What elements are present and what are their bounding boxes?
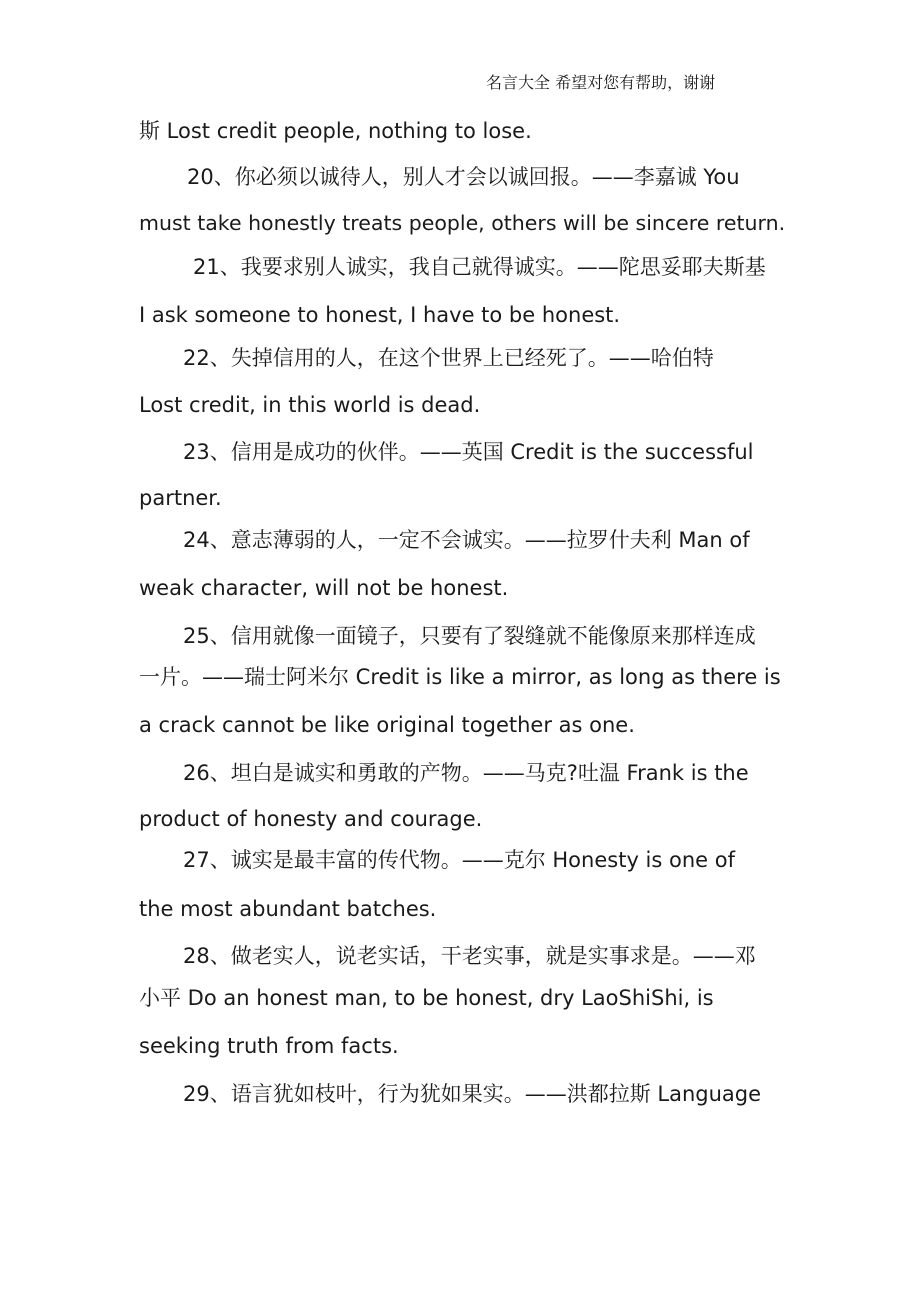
text-line: 24、意志薄弱的人，一定不会诚实。——拉罗什夫利 Man of: [183, 528, 750, 552]
text-line: seeking truth from facts.: [139, 1034, 399, 1058]
text-line: 小平 Do an honest man, to be honest, dry LaoShiShi, is: [139, 986, 714, 1010]
text-line: 28、做老实人，说老实话，干老实事，就是实事求是。——邓: [183, 944, 756, 968]
text-line: 23、信用是成功的伙伴。——英国 Credit is the successful: [183, 440, 754, 464]
text-line: partner.: [139, 486, 222, 510]
text-line: 21、我要求别人诚实，我自己就得诚实。——陀思妥耶夫斯基: [193, 255, 766, 279]
text-line: must take honestly treats people, others will be sincere return.: [139, 211, 786, 235]
text-line: 27、诚实是最丰富的传代物。——克尔 Honesty is one of: [183, 848, 735, 872]
text-line: 一片。——瑞士阿米尔 Credit is like a mirror, as long as there is: [139, 665, 781, 689]
text-line: product of honesty and courage.: [139, 807, 483, 831]
text-line: Lost credit, in this world is dead.: [139, 393, 481, 417]
text-line: 29、语言犹如枝叶，行为犹如果实。——洪都拉斯 Language: [183, 1082, 762, 1106]
text-line: I ask someone to honest, I have to be honest.: [139, 303, 621, 327]
text-line: 20、你必须以诚待人，别人才会以诚回报。——李嘉诚 You: [187, 165, 740, 189]
text-line: 22、失掉信用的人，在这个世界上已经死了。——哈伯特: [183, 346, 714, 370]
text-line: 26、坦白是诚实和勇敢的产物。——马克?吐温 Frank is the: [183, 761, 749, 785]
text-line: weak character, will not be honest.: [139, 576, 509, 600]
page-header: 名言大全 希望对您有帮助，谢谢: [486, 73, 716, 92]
text-line: the most abundant batches.: [139, 897, 437, 921]
text-line: 斯 Lost credit people, nothing to lose.: [139, 119, 532, 143]
text-line: 25、信用就像一面镜子，只要有了裂缝就不能像原来那样连成: [183, 624, 756, 648]
text-line: a crack cannot be like original together as one.: [139, 713, 635, 737]
